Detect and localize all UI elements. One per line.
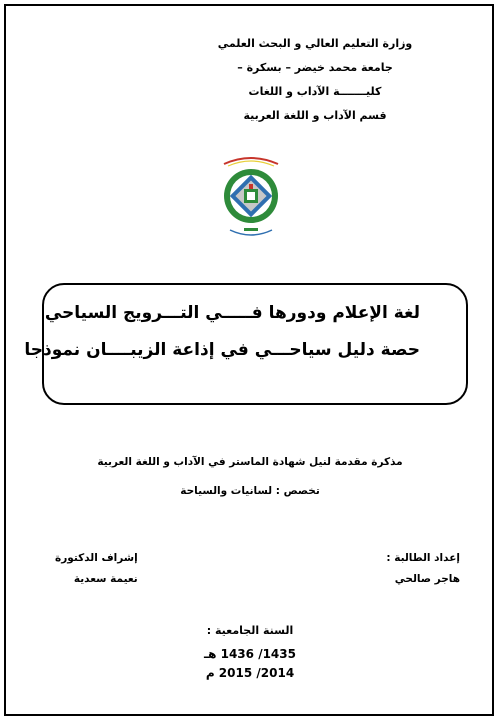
university-name: جامعة محمد خيضر – بسكرة – [237, 61, 393, 74]
academic-year-hijri: 1435/ 1436 هـ [204, 647, 296, 661]
student-info [386, 548, 460, 590]
student-name: هاجر صالحي [394, 573, 460, 585]
student-label: إعداد الطالبة : [386, 552, 460, 564]
thesis-title-line-1: لغة الإعلام ودورها فـــــي التـــرويج السياحي [44, 303, 420, 323]
supervisor-label: إشراف الدكتورة [55, 552, 138, 564]
academic-year [0, 624, 500, 683]
academic-year-gregorian: 2014/ 2015 م [205, 666, 295, 680]
faculty-name: كليـــــــة الآداب و اللغات [248, 85, 382, 98]
thesis-title-box [24, 283, 468, 405]
thesis-info [0, 456, 500, 497]
ministry-name: وزارة التعليم العالي و البحث العلمي [217, 37, 413, 50]
thesis-specialization: تخصص : لسانيات والسياحة [180, 485, 320, 497]
institution-header [130, 32, 500, 128]
thesis-title-line-2: حصة دليل سياحـــي في إذاعة الزيبــــان نموذجا [24, 340, 420, 360]
department-name: قسم الآداب و اللغة العربية [243, 109, 387, 122]
thesis-description: مذكرة مقدمة لنيل شهادة الماستر في الآداب و اللغة العربية [97, 456, 403, 468]
academic-year-label: السنة الجامعية : [206, 624, 294, 637]
crest-graphic [218, 150, 284, 240]
supervisor-info [55, 548, 138, 590]
university-crest-icon [218, 150, 284, 240]
supervisor-name: نعيمة سعدية [73, 573, 138, 585]
